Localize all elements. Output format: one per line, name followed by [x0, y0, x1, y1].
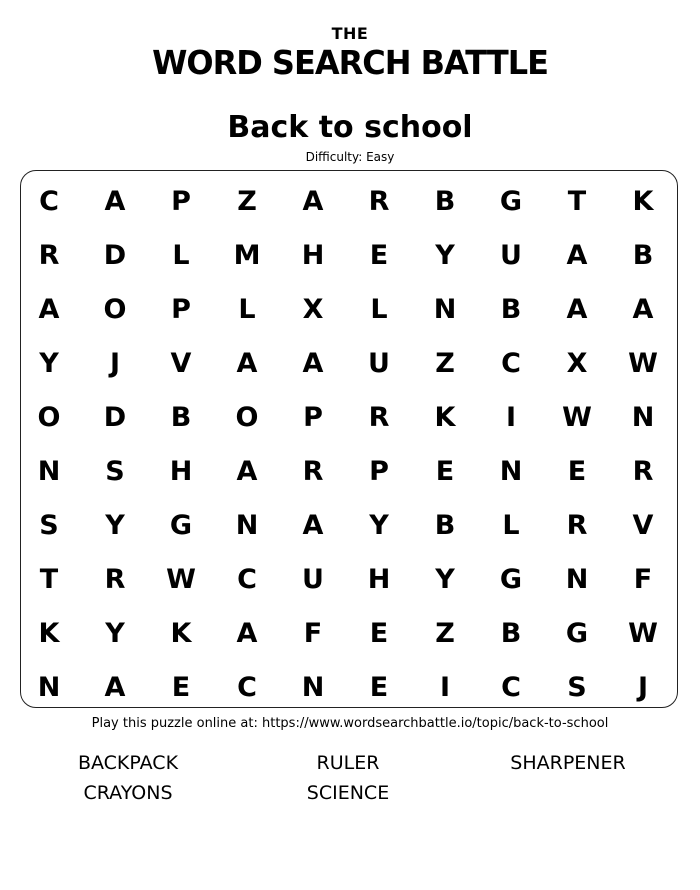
grid-cell[interactable]: Y	[435, 239, 455, 271]
grid-cell[interactable]: N	[631, 401, 655, 433]
grid-cell[interactable]: N	[37, 455, 61, 487]
grid-cell[interactable]: B	[170, 401, 192, 433]
grid-cell[interactable]: A	[566, 293, 588, 325]
grid-cell[interactable]: W	[562, 401, 592, 433]
grid-cell[interactable]: E	[567, 455, 587, 487]
grid-cell[interactable]: A	[38, 293, 60, 325]
grid-cell[interactable]: V	[632, 509, 654, 541]
grid-cell[interactable]: K	[434, 401, 456, 433]
grid-cell[interactable]: A	[632, 293, 654, 325]
grid-cell[interactable]: A	[236, 347, 258, 379]
grid-cell[interactable]: H	[169, 455, 193, 487]
grid-cell[interactable]: J	[637, 671, 649, 703]
grid-cell[interactable]: U	[302, 563, 324, 595]
word-list-item: BACKPACK	[77, 752, 179, 774]
grid-cell[interactable]: Y	[369, 509, 389, 541]
grid-cell[interactable]: K	[170, 617, 192, 649]
grid-cell[interactable]: X	[566, 347, 588, 379]
puzzle-title: Back to school	[227, 110, 473, 145]
grid-cell[interactable]: A	[104, 185, 126, 217]
grid-cell[interactable]: E	[435, 455, 455, 487]
grid-cell[interactable]: B	[434, 509, 456, 541]
brand-logo-title: WORD SEARCH BATTLE	[152, 43, 548, 83]
grid-cell[interactable]: A	[302, 185, 324, 217]
grid-cell[interactable]: E	[369, 617, 389, 649]
grid-cell[interactable]: N	[301, 671, 325, 703]
grid-cell[interactable]: Z	[435, 347, 455, 379]
grid-cell[interactable]: G	[499, 563, 523, 595]
letter-grid	[16, 174, 676, 714]
grid-cell[interactable]: H	[367, 563, 391, 595]
grid-cell[interactable]: N	[235, 509, 259, 541]
word-list-item: RULER	[316, 752, 380, 774]
grid-cell[interactable]: H	[301, 239, 325, 271]
grid-cell[interactable]: R	[368, 185, 390, 217]
grid-cell[interactable]: D	[103, 239, 127, 271]
grid-cell[interactable]: B	[500, 293, 522, 325]
grid-cell[interactable]: K	[632, 185, 654, 217]
grid-cell[interactable]: Z	[435, 617, 455, 649]
grid-cell[interactable]: A	[236, 617, 258, 649]
grid-cell[interactable]: A	[104, 671, 126, 703]
grid-cell[interactable]: T	[39, 563, 59, 595]
grid-cell[interactable]: A	[236, 455, 258, 487]
grid-cell[interactable]: P	[171, 185, 191, 217]
grid-cell[interactable]: N	[499, 455, 523, 487]
grid-cell[interactable]: A	[566, 239, 588, 271]
grid-cell[interactable]: P	[171, 293, 191, 325]
grid-cell[interactable]: Y	[105, 509, 125, 541]
grid-cell[interactable]: O	[103, 293, 127, 325]
grid-cell[interactable]: B	[434, 185, 456, 217]
grid-cell[interactable]: M	[233, 239, 261, 271]
grid-cell[interactable]: R	[632, 455, 654, 487]
brand-kicker: THE	[331, 24, 369, 43]
grid-cell[interactable]: G	[169, 509, 193, 541]
grid-cell[interactable]: R	[302, 455, 324, 487]
grid-cell[interactable]: E	[171, 671, 191, 703]
grid-cell[interactable]: G	[565, 617, 589, 649]
grid-cell[interactable]: P	[369, 455, 389, 487]
grid-cell[interactable]: C	[237, 563, 257, 595]
grid-cell[interactable]: T	[567, 185, 587, 217]
difficulty-label: Difficulty: Easy	[305, 150, 395, 164]
grid-cell[interactable]: L	[502, 509, 520, 541]
word-list	[18, 750, 678, 810]
grid-cell[interactable]: F	[303, 617, 323, 649]
grid-cell[interactable]: E	[369, 671, 389, 703]
grid-cell[interactable]: D	[103, 401, 127, 433]
grid-cell[interactable]: Z	[237, 185, 257, 217]
grid-cell[interactable]: L	[370, 293, 388, 325]
grid-cell[interactable]: N	[433, 293, 457, 325]
grid-cell[interactable]: Y	[105, 617, 125, 649]
grid-cell[interactable]: W	[628, 617, 658, 649]
word-list-item: CRAYONS	[83, 782, 173, 804]
grid-cell[interactable]: C	[501, 347, 521, 379]
grid-cell[interactable]: I	[505, 401, 517, 433]
grid-cell[interactable]: R	[566, 509, 588, 541]
grid-cell[interactable]: U	[500, 239, 522, 271]
grid-cell[interactable]: C	[39, 185, 59, 217]
grid-cell[interactable]: O	[235, 401, 259, 433]
grid-cell[interactable]: S	[567, 671, 587, 703]
grid-cell[interactable]: S	[105, 455, 125, 487]
grid-cell[interactable]: P	[303, 401, 323, 433]
grid-cell[interactable]: R	[38, 239, 60, 271]
grid-cell[interactable]: E	[369, 239, 389, 271]
grid-cell[interactable]: K	[38, 617, 60, 649]
grid-cell[interactable]: L	[172, 239, 190, 271]
grid-cell[interactable]: N	[565, 563, 589, 595]
grid-cell[interactable]: F	[633, 563, 653, 595]
grid-cell[interactable]: N	[37, 671, 61, 703]
grid-cell[interactable]: R	[368, 401, 390, 433]
grid-cell[interactable]: S	[39, 509, 59, 541]
grid-cell[interactable]: G	[499, 185, 523, 217]
grid-cell[interactable]: R	[104, 563, 126, 595]
grid-cell[interactable]: W	[166, 563, 196, 595]
grid-cell[interactable]: J	[109, 347, 121, 379]
grid-cell[interactable]: C	[501, 671, 521, 703]
grid-cell[interactable]: U	[368, 347, 390, 379]
grid-cell[interactable]: A	[302, 347, 324, 379]
grid-cell[interactable]: B	[632, 239, 654, 271]
grid-cell[interactable]: X	[302, 293, 324, 325]
grid-cell[interactable]: C	[237, 671, 257, 703]
word-list-item: SCIENCE	[306, 782, 390, 804]
grid-cell[interactable]: Y	[435, 563, 455, 595]
grid-cell[interactable]: L	[238, 293, 256, 325]
grid-cell[interactable]: B	[500, 617, 522, 649]
grid-cell[interactable]: A	[302, 509, 324, 541]
grid-cell[interactable]: O	[37, 401, 61, 433]
grid-cell[interactable]: Y	[39, 347, 59, 379]
grid-cell[interactable]: V	[170, 347, 192, 379]
grid-cell[interactable]: I	[439, 671, 451, 703]
word-list-item: SHARPENER	[510, 752, 626, 774]
grid-cell[interactable]: W	[628, 347, 658, 379]
play-online-link[interactable]: Play this puzzle online at: https://www.wordsearchbattle.io/topic/back-to-school	[91, 716, 609, 731]
